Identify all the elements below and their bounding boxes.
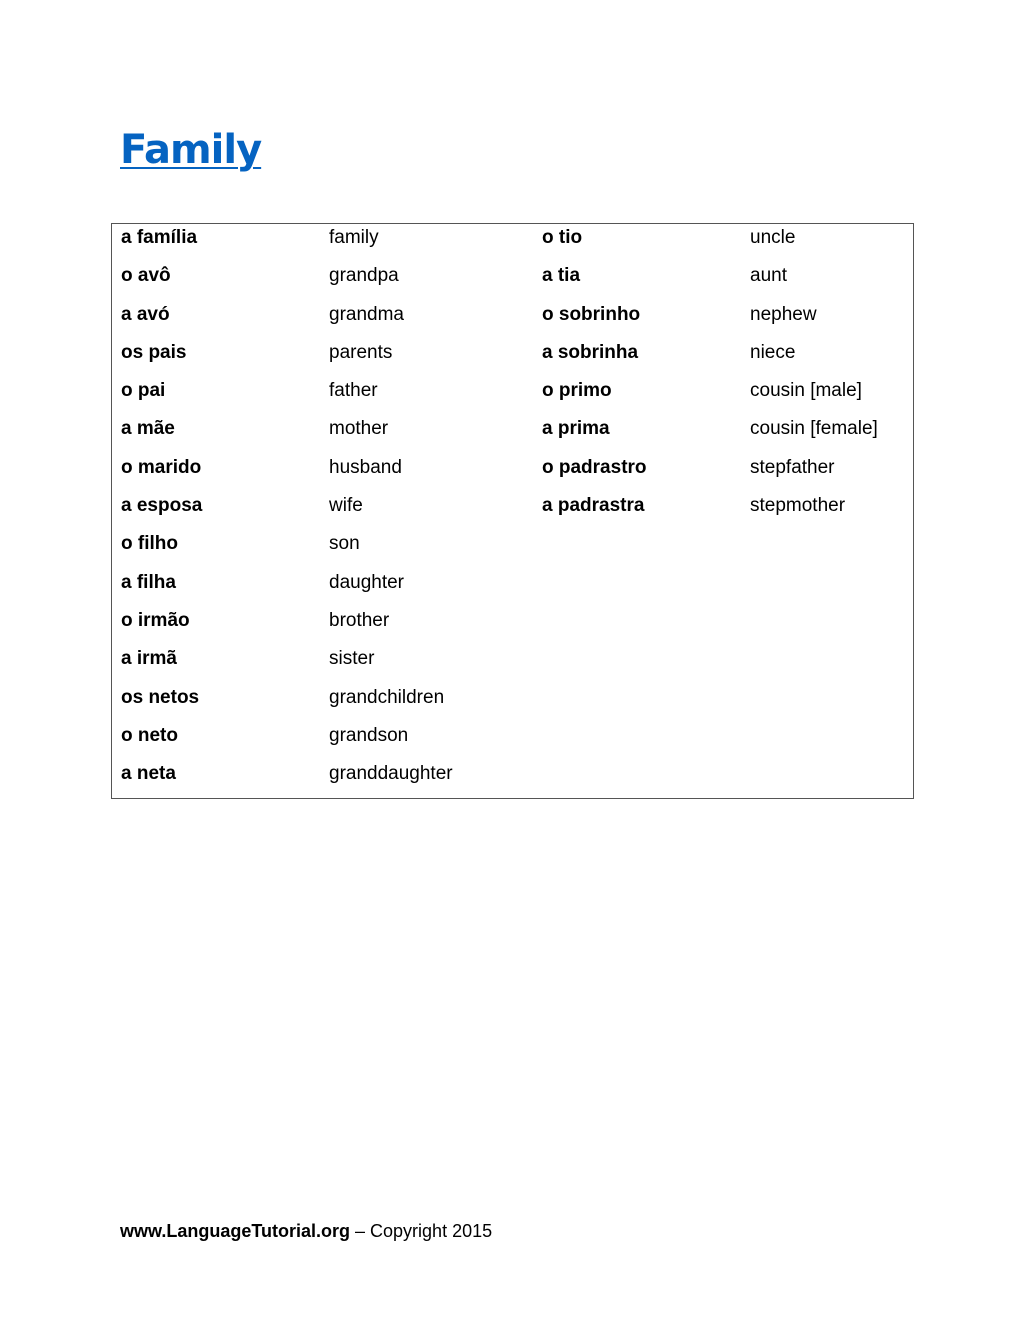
meaning-cell: cousin [female] xyxy=(750,418,878,440)
term-cell: o irmão xyxy=(121,609,190,631)
meaning-cell: niece xyxy=(750,341,796,363)
term-cell: a avó xyxy=(121,303,170,325)
term-cell: o marido xyxy=(121,456,202,478)
meaning-cell: nephew xyxy=(750,303,817,325)
term-cell: a padrastra xyxy=(542,495,645,517)
term-cell: a irmã xyxy=(121,648,177,670)
english-column-left xyxy=(329,224,453,798)
meaning-cell: brother xyxy=(329,609,390,631)
meaning-cell: father xyxy=(329,380,378,402)
term-cell: os pais xyxy=(121,341,187,363)
term-cell: o pai xyxy=(121,380,166,402)
footer-copyright: – Copyright 2015 xyxy=(350,1221,493,1241)
meaning-cell: uncle xyxy=(750,227,796,248)
meaning-cell: grandson xyxy=(329,724,409,746)
term-cell: o sobrinho xyxy=(542,303,641,325)
term-cell: a sobrinha xyxy=(542,341,639,363)
term-cell: o filho xyxy=(121,533,178,555)
term-cell: a prima xyxy=(542,418,610,440)
portuguese-column-left xyxy=(121,224,202,798)
meaning-cell: parents xyxy=(329,341,393,363)
page-title: Family xyxy=(120,127,262,173)
term-cell: a filha xyxy=(121,571,176,593)
term-cell: o padrastro xyxy=(542,456,647,478)
english-column-right xyxy=(750,224,878,530)
meaning-cell: sister xyxy=(329,648,375,670)
footer-website: www.LanguageTutorial.org xyxy=(120,1221,351,1241)
meaning-cell: grandpa xyxy=(329,265,399,287)
meaning-cell: cousin [male] xyxy=(750,380,862,402)
term-cell: a tia xyxy=(542,265,581,287)
meaning-cell: wife xyxy=(329,495,363,517)
term-cell: a mãe xyxy=(121,418,175,440)
term-cell: o primo xyxy=(542,380,612,402)
meaning-cell: husband xyxy=(329,456,402,478)
meaning-cell: grandchildren xyxy=(329,686,445,708)
term-cell: a esposa xyxy=(121,495,203,517)
meaning-cell: granddaughter xyxy=(329,763,453,785)
meaning-cell: son xyxy=(329,533,360,555)
term-cell: o neto xyxy=(121,724,178,746)
meaning-cell: stepfather xyxy=(750,456,835,478)
term-cell: a neta xyxy=(121,763,176,785)
term-cell: o tio xyxy=(542,227,583,248)
meaning-cell: grandma xyxy=(329,303,404,325)
page-footer xyxy=(120,1218,492,1244)
meaning-cell: mother xyxy=(329,418,389,440)
meaning-cell: family xyxy=(329,227,379,248)
term-cell: a família xyxy=(121,227,198,248)
meaning-cell: aunt xyxy=(750,265,787,287)
portuguese-column-right xyxy=(542,224,647,530)
meaning-cell: daughter xyxy=(329,571,405,593)
term-cell: o avô xyxy=(121,265,171,287)
meaning-cell: stepmother xyxy=(750,495,846,517)
vocabulary-table xyxy=(111,223,914,799)
term-cell: os netos xyxy=(121,686,200,708)
